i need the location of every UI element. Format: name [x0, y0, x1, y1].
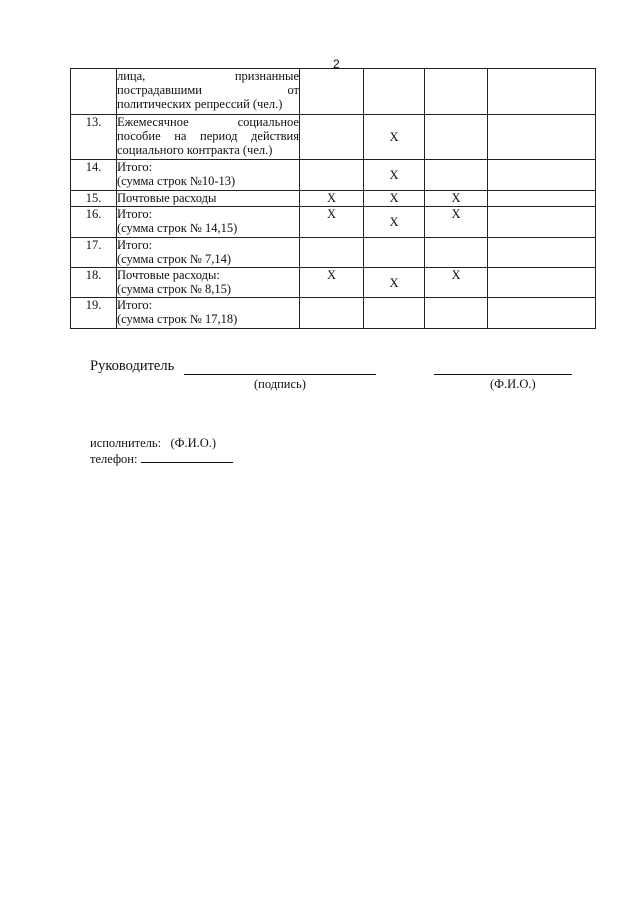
label-line: Итого:: [117, 298, 153, 312]
label-line: (сумма строк № 14,15): [117, 221, 238, 235]
name-line: [434, 374, 572, 375]
executor-line: [90, 436, 233, 451]
row-label: [117, 160, 300, 191]
table-row: [71, 238, 596, 268]
row-label: [117, 69, 300, 115]
table-cell: [425, 298, 488, 329]
row-number: 15.: [71, 191, 117, 207]
table-cell: [364, 268, 425, 298]
row-label: [117, 268, 300, 298]
cross-mark: Х: [389, 275, 399, 290]
table-cell: [488, 268, 596, 298]
table-row: [71, 115, 596, 160]
cross-mark: Х: [326, 207, 337, 221]
table-row: [71, 69, 596, 115]
row-number: 14.: [71, 160, 117, 191]
table-row: [71, 207, 596, 238]
executor-value: (Ф.И.О.): [170, 436, 217, 450]
table-cell: [364, 298, 425, 329]
label-line: пострадавшими от: [117, 83, 299, 97]
row-label: [117, 115, 300, 160]
cross-mark: Х: [326, 268, 337, 282]
table-cell: [488, 160, 596, 191]
label-line: Итого:: [117, 160, 153, 174]
manager-label: Руководитель: [90, 358, 175, 374]
label-line: (сумма строк № 7,14): [117, 252, 231, 266]
table-cell: [425, 207, 488, 238]
table-cell: [300, 298, 364, 329]
table-cell: [364, 115, 425, 160]
cross-mark: Х: [389, 130, 399, 144]
label-line: Итого:: [117, 238, 153, 252]
table-cell: [300, 268, 364, 298]
cross-mark: Х: [451, 191, 461, 205]
table-cell: [488, 207, 596, 238]
table-cell: [425, 160, 488, 191]
label-line: (сумма строк № 17,18): [117, 312, 238, 326]
label-line: Почтовые расходы:: [117, 268, 220, 282]
cross-mark: Х: [389, 168, 399, 182]
label-line: политических репрессий (чел.): [117, 97, 283, 111]
table-cell: [300, 207, 364, 238]
table-cell: [300, 69, 364, 115]
cross-mark: Х: [326, 191, 337, 205]
contacts-block: [90, 436, 233, 467]
table-cell: [488, 69, 596, 115]
row-label: [117, 191, 300, 207]
table-row: [71, 191, 596, 207]
signature-block: [90, 358, 590, 398]
table-cell: [364, 69, 425, 115]
table-cell: [488, 238, 596, 268]
row-number: [71, 69, 117, 115]
row-label: [117, 298, 300, 329]
label-line: социального контракта (чел.): [117, 143, 273, 157]
table-cell: [425, 268, 488, 298]
table-cell: [364, 207, 425, 238]
table-cell: [425, 69, 488, 115]
table-cell: [300, 191, 364, 207]
label-line: пособие на период действия: [117, 129, 299, 143]
row-label: [117, 207, 300, 238]
table-cell: [488, 191, 596, 207]
table-cell: [300, 238, 364, 268]
table-cell: [300, 115, 364, 160]
row-number: 18.: [71, 268, 117, 298]
row-number: 19.: [71, 298, 117, 329]
label-line: лица, признанные: [117, 69, 299, 83]
signature-line: [184, 374, 376, 375]
table-cell: [425, 191, 488, 207]
table-cell: [425, 115, 488, 160]
table-row: [71, 268, 596, 298]
row-label: [117, 238, 300, 268]
cross-mark: Х: [389, 215, 399, 229]
table-row: [71, 160, 596, 191]
table-cell: [300, 160, 364, 191]
table-cell: [488, 115, 596, 160]
table-cell: [364, 238, 425, 268]
signature-caption: (подпись): [254, 377, 306, 391]
name-caption: (Ф.И.О.): [490, 377, 536, 391]
row-number: 16.: [71, 207, 117, 238]
report-table: [70, 68, 596, 329]
row-number: 17.: [71, 238, 117, 268]
label-line: Почтовые расходы: [117, 191, 217, 205]
phone-line: [90, 451, 233, 467]
cross-mark: Х: [451, 268, 461, 282]
table-row: [71, 298, 596, 329]
phone-blank: [141, 451, 233, 463]
label-line: Ежемесячное социальное: [117, 115, 299, 129]
table-cell: [364, 191, 425, 207]
table-cell: [364, 160, 425, 191]
executor-label: исполнитель:: [90, 436, 162, 450]
phone-label: телефон:: [90, 452, 138, 466]
cross-mark: Х: [389, 191, 399, 205]
page-number: 2: [333, 57, 340, 71]
cross-mark: Х: [451, 207, 461, 221]
table-cell: [488, 298, 596, 329]
label-line: (сумма строк № 8,15): [117, 282, 231, 296]
label-line: Итого:: [117, 207, 153, 221]
table-cell: [425, 238, 488, 268]
label-line: (сумма строк №10-13): [117, 174, 236, 188]
row-number: 13.: [71, 115, 117, 160]
